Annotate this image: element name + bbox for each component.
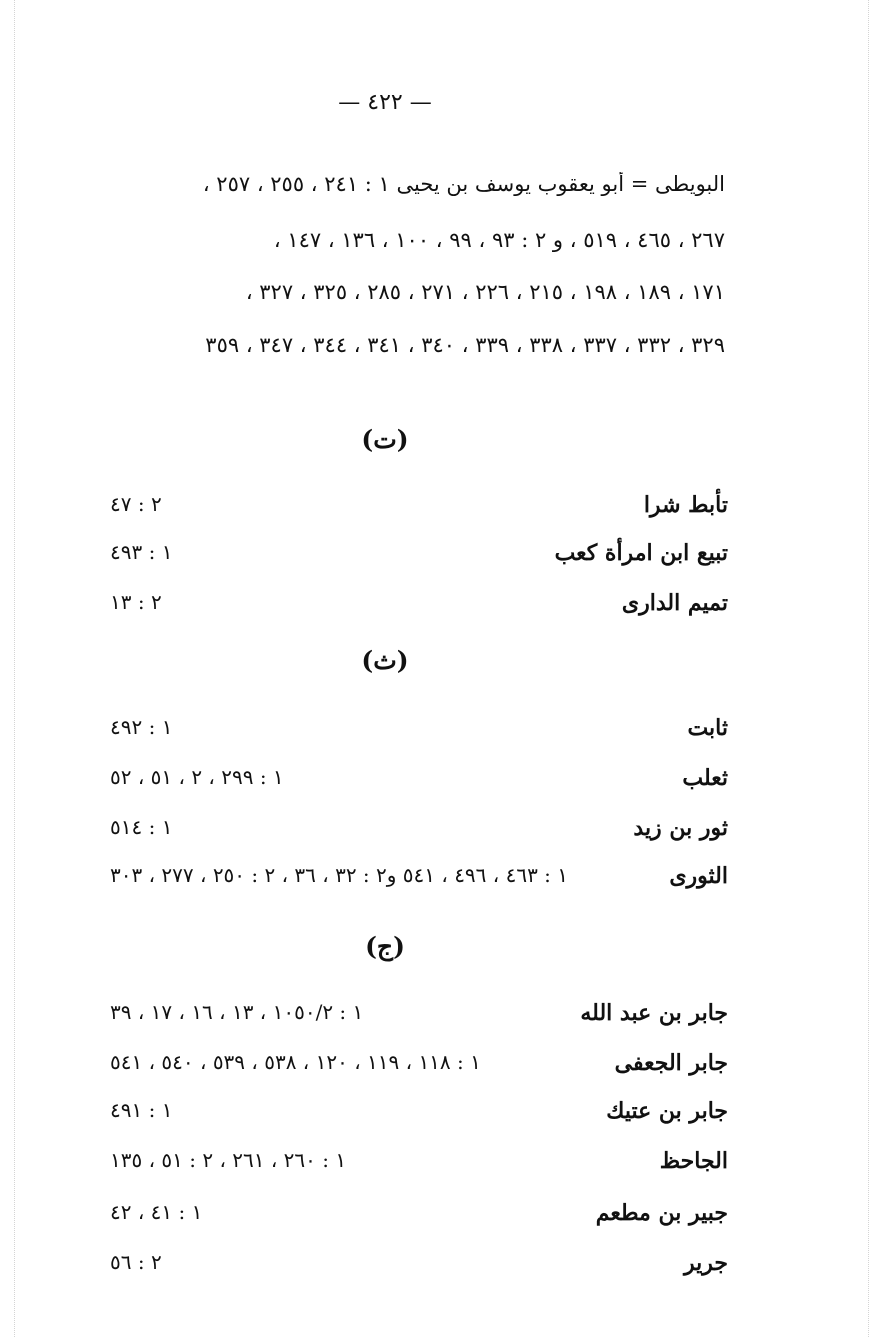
- index-entry: [110, 1200, 728, 1234]
- section-heading: (ت): [361, 425, 409, 454]
- entry-refs: ١ : ٢٦٠ ، ٢٦١ ، ٢ : ٥١ ، ١٣٥: [110, 1148, 347, 1172]
- entry-name: تميم الدارى: [621, 590, 728, 616]
- entry-refs: ٢ : ٤٧: [110, 492, 162, 516]
- index-entry: [110, 1148, 728, 1182]
- entry-name: جابر الجعفى: [614, 1050, 728, 1076]
- entry-name: تأبط شرا: [643, 492, 728, 518]
- entry-name: الجاحظ: [659, 1148, 728, 1174]
- section-heading: (ث): [361, 646, 409, 675]
- entry-refs: ١ : ٤١ ، ٤٢: [110, 1200, 203, 1224]
- index-entry: [110, 492, 728, 526]
- entry-name: ثابت: [687, 715, 728, 741]
- entry-refs: ١ : ٤٦٣ ، ٤٩٦ ، ٥٤١ و٢ : ٣٢ ، ٣٦ ، ٢ : ٢٥٠ ، ٢٧٧ ، ٣٠٣: [110, 863, 569, 887]
- entry-name: تبيع ابن امرأة كعب: [554, 540, 728, 566]
- entry-refs: ٢ : ١٣: [110, 590, 162, 614]
- entry-refs: ١ : ٤٩١: [110, 1098, 173, 1122]
- scan-edge-right: [868, 0, 870, 1337]
- entry-refs: ١ : ١٠٥٠/٢ ، ١٣ ، ١٦ ، ١٧ ، ٣٩: [110, 1000, 364, 1024]
- entry-refs: ١ : ١١٨ ، ١١٩ ، ١٢٠ ، ٥٣٨ ، ٥٣٩ ، ٥٤٠ ، ٥٤١: [110, 1050, 481, 1074]
- index-entry: [110, 1250, 728, 1284]
- entry-line: ٢٦٧ ، ٤٦٥ ، ٥١٩ ، و ٢ : ٩٣ ، ٩٩ ، ١٠٠ ، ١٣٦ ، ١٤٧ ،: [273, 228, 725, 252]
- index-entry: [110, 1000, 728, 1034]
- entry-line: البويطى = أبو يعقوب يوسف بن يحيى ١ : ٢٤١ ، ٢٥٥ ، ٢٥٧ ،: [202, 172, 725, 196]
- entry-name: جابر بن عتيك: [606, 1098, 728, 1124]
- index-entry: [110, 540, 728, 574]
- section-heading: (ج): [365, 932, 405, 961]
- entry-name: الثورى: [669, 863, 728, 889]
- entry-name: جرير: [684, 1250, 728, 1276]
- entry-refs: ١ : ٥١٤: [110, 815, 173, 839]
- entry-refs: ٢ : ٥٦: [110, 1250, 162, 1274]
- page-number: — ٤٢٢ —: [338, 90, 432, 115]
- entry-name: ثعلب: [682, 765, 728, 791]
- entry-name: جابر بن عبد الله: [580, 1000, 728, 1026]
- entry-refs: ١ : ٤٩٢: [110, 715, 173, 739]
- index-entry: [110, 590, 728, 624]
- entry-refs: ١ : ٤٩٣: [110, 540, 173, 564]
- index-entry: [110, 815, 728, 849]
- entry-line: ٣٢٩ ، ٣٣٢ ، ٣٣٧ ، ٣٣٨ ، ٣٣٩ ، ٣٤٠ ، ٣٤١ ، ٣٤٤ ، ٣٤٧ ، ٣٥٩: [205, 333, 725, 357]
- entry-name: ثور بن زيد: [633, 815, 728, 841]
- entry-name: جبير بن مطعم: [595, 1200, 728, 1226]
- index-entry: [110, 715, 728, 749]
- entry-refs: ١ : ٢٩٩ ، ٢ ، ٥١ ، ٥٢: [110, 765, 284, 789]
- entry-line: ١٧١ ، ١٨٩ ، ١٩٨ ، ٢١٥ ، ٢٢٦ ، ٢٧١ ، ٢٨٥ ، ٣٢٥ ، ٣٢٧ ،: [245, 280, 725, 304]
- index-entry: [110, 1098, 728, 1132]
- index-entry: [110, 863, 728, 897]
- index-entry: [110, 765, 728, 799]
- index-entry: [110, 1050, 728, 1084]
